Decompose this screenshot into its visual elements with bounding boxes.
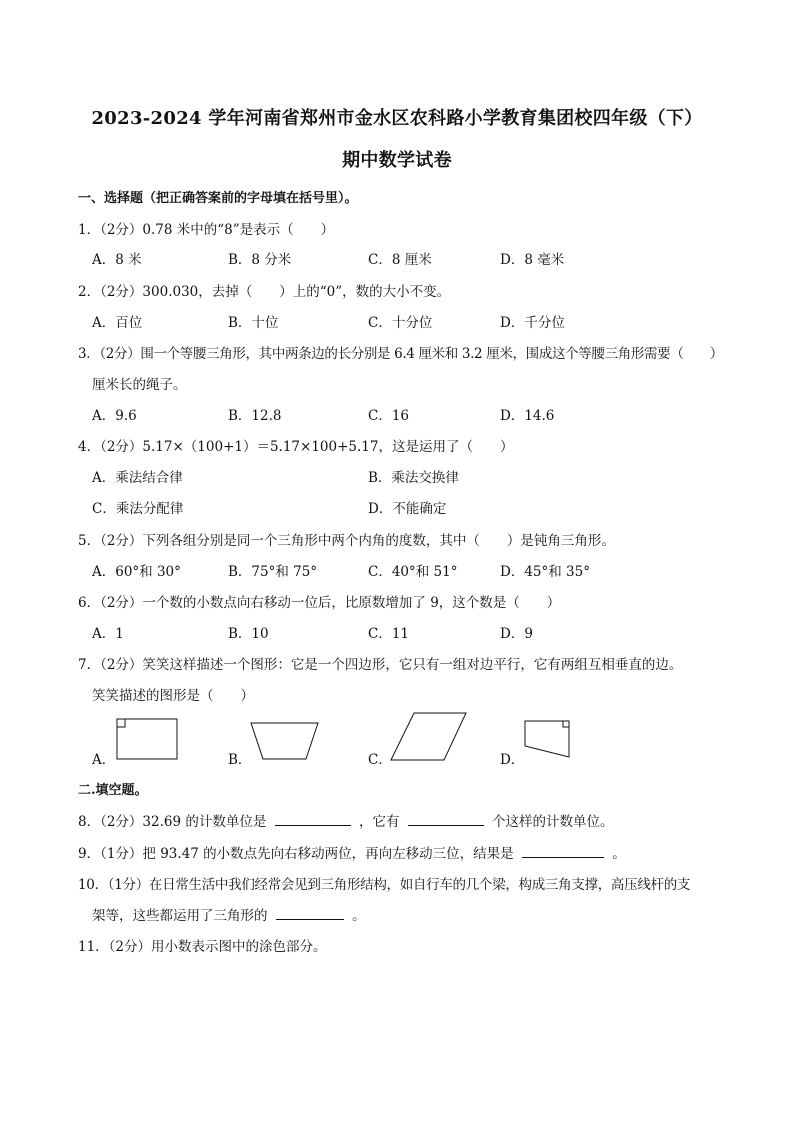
question-3: 3．（2分）围一个等腰三角形，其中两条边的长分别是 6.4 厘米和 3.2 厘米，围成这个等腰三角形需要（ ） (78, 346, 723, 362)
question-9-text-a: 9．（1分）把 93.47 的小数点先向右移动两位，再向左移动三位，结果是 (78, 846, 514, 862)
question-2: 2．（2分）300.030，去掉（ ）上的“0”，数的大小不变。 (78, 284, 451, 300)
question-3-option-b[interactable]: B．12.8 (228, 408, 282, 424)
question-4-option-c[interactable]: C．乘法分配律 (92, 501, 184, 517)
question-2-option-d[interactable]: D．千分位 (500, 315, 565, 331)
question-11: 11．（2分）用小数表示图中的涂色部分。 (78, 939, 327, 955)
question-1-option-a[interactable]: A．8 米 (92, 252, 142, 268)
question-2-option-a[interactable]: A．百位 (92, 315, 143, 331)
question-4-option-a[interactable]: A．乘法结合律 (92, 470, 183, 486)
question-1-option-b[interactable]: B．8 分米 (228, 252, 292, 268)
question-4-option-b[interactable]: B．乘法交换律 (368, 470, 459, 486)
question-9 (78, 842, 728, 862)
rectangle-figure (116, 718, 180, 762)
question-2-option-c[interactable]: C．十分位 (368, 315, 433, 331)
question-8-text-c: 个这样的计数单位。 (492, 814, 614, 830)
parallelogram-figure (390, 712, 468, 762)
question-1: 1．（2分）0.78 米中的“8”是表示（ ） (78, 222, 335, 238)
question-8-blank-2[interactable] (408, 813, 484, 826)
question-7-option-c[interactable]: C． (368, 752, 392, 768)
question-7-continued: 笑笑描述的图形是（ ） (92, 688, 254, 704)
question-10: 10．（1分）在日常生活中我们经常会见到三角形结构，如自行车的几个梁，构成三角支撑，高压线杆的支 (78, 877, 691, 893)
question-5-option-b[interactable]: B．75°和 75° (228, 564, 318, 580)
right-trapezoid-figure (524, 720, 572, 760)
question-8-text-a: 8．（2分）32.69 的计数单位是 (78, 814, 267, 830)
question-5-option-a[interactable]: A．60°和 30° (92, 564, 181, 580)
question-6-option-b[interactable]: B．10 (228, 626, 269, 642)
question-9-blank[interactable] (522, 845, 604, 858)
question-10-continued (92, 904, 366, 924)
question-9-text-b: 。 (612, 846, 626, 862)
question-7-option-b[interactable]: B． (228, 752, 252, 768)
question-3-continued: 厘米长的绳子。 (92, 377, 187, 393)
question-5-option-c[interactable]: C．40°和 51° (368, 564, 458, 580)
question-8 (78, 810, 728, 830)
question-3-option-d[interactable]: D．14.6 (500, 408, 555, 424)
question-10-blank[interactable] (276, 907, 344, 920)
question-7-option-a[interactable]: A． (92, 752, 116, 768)
question-5: 5．（2分）下列各组分别是同一个三角形中两个内角的度数，其中（ ）是钝角三角形。 (78, 533, 615, 549)
question-1-option-c[interactable]: C．8 厘米 (368, 252, 432, 268)
question-7-option-d[interactable]: D． (500, 752, 525, 768)
question-5-option-d[interactable]: D．45°和 35° (500, 564, 590, 580)
trapezoid-figure (250, 722, 320, 762)
question-10-text-a: 架等，这些都运用了三角形的 (92, 908, 268, 924)
question-6-option-d[interactable]: D．9 (500, 626, 533, 642)
question-6-option-a[interactable]: A．1 (92, 626, 124, 642)
question-10-text-b: 。 (352, 908, 366, 924)
question-2-option-b[interactable]: B．十位 (228, 315, 279, 331)
question-7: 7．（2分）笑笑这样描述一个图形：它是一个四边形，它只有一组对边平行，它有两组互相垂直的边。 (78, 657, 683, 673)
section-heading-choice: 一、选择题（把正确答案前的字母填在括号里）。 (78, 191, 358, 206)
page-title: 2023-2024 学年河南省郑州市金水区农科路小学教育集团校四年级（下） (91, 108, 703, 129)
question-8-blank-1[interactable] (275, 813, 351, 826)
question-1-option-d[interactable]: D．8 毫米 (500, 252, 565, 268)
question-3-option-c[interactable]: C．16 (368, 408, 410, 424)
page-subtitle: 期中数学试卷 (342, 150, 452, 171)
section-heading-fill-blank: 二.填空题。 (78, 783, 148, 798)
question-4: 4．（2分）5.17×（100+1）＝5.17×100+5.17，这是运用了（ ） (78, 439, 514, 455)
question-6-option-c[interactable]: C．11 (368, 626, 410, 642)
question-4-option-d[interactable]: D．不能确定 (368, 501, 447, 517)
question-3-option-a[interactable]: A．9.6 (92, 408, 137, 424)
question-8-text-b: ，它有 (358, 814, 400, 830)
question-6: 6．（2分）一个数的小数点向右移动一位后，比原数增加了 9，这个数是（ ） (78, 595, 561, 611)
